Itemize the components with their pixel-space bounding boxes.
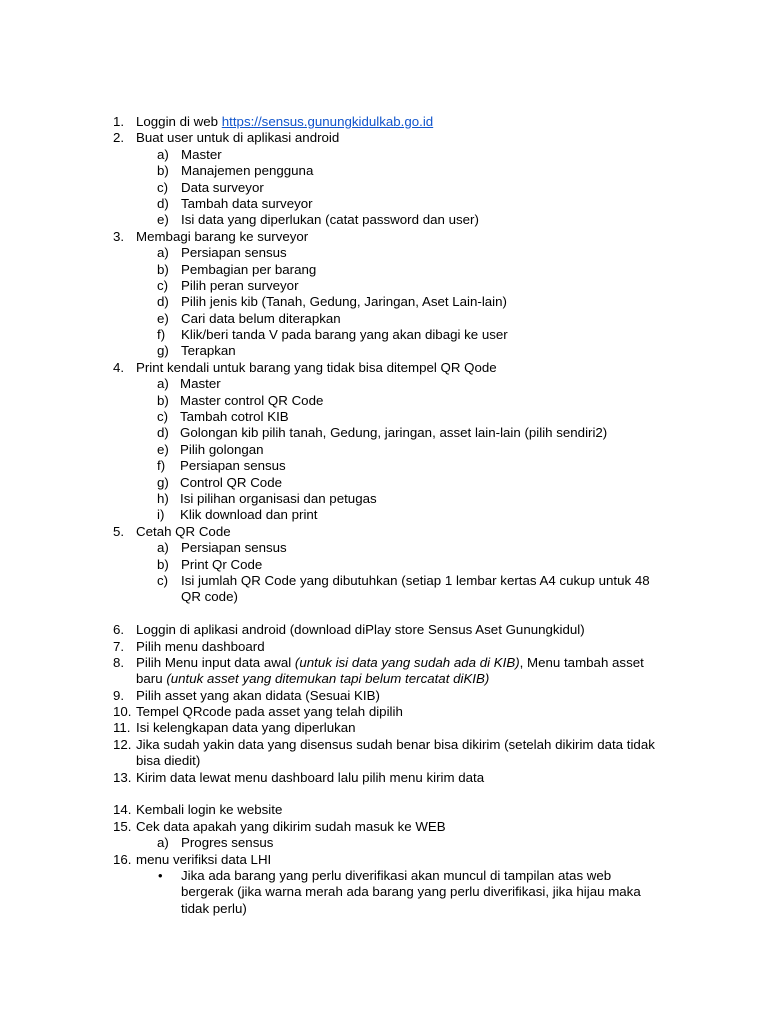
sub-marker: b): [157, 163, 169, 179]
sub-item: [0, 491, 768, 507]
item-text: Cek data apakah yang dikirim sudah masuk ke WEB: [136, 818, 446, 834]
sub-item: [0, 425, 768, 441]
sub-item: [0, 245, 768, 261]
sub-text: Print Qr Code: [181, 556, 263, 572]
sub-text: Master control QR Code: [180, 392, 324, 408]
item-text-italic: (untuk asset yang ditemukan tapi belum tercatat diKIB): [166, 671, 490, 687]
list-item-8-continuation: [0, 671, 768, 687]
bullet-text: Jika ada barang yang perlu diverifikasi akan muncul di tampilan atas web: [181, 867, 612, 883]
list-item-12: [0, 737, 768, 753]
item-text: Pilih asset yang akan didata (Sesuai KIB): [136, 687, 380, 703]
blank-line: [0, 606, 768, 622]
item-number: 13.: [113, 769, 132, 785]
list-item-14: [0, 802, 768, 818]
sub-item: [0, 442, 768, 458]
sub-text: Tambah cotrol KIB: [180, 409, 289, 425]
bullet-icon: •: [158, 867, 163, 883]
list-item-11: [0, 720, 768, 736]
sub-item: [0, 294, 768, 310]
sub-marker: a): [157, 245, 169, 261]
item-text: , Menu tambah asset: [519, 654, 644, 670]
sub-marker: a): [157, 376, 169, 392]
bullet-item-continuation: [0, 884, 768, 900]
item-number: 2.: [113, 130, 125, 146]
sub-item: [0, 180, 768, 196]
sub-item: [0, 327, 768, 343]
sub-text: Control QR Code: [180, 474, 282, 490]
item-text: Kirim data lewat menu dashboard lalu pilih menu kirim data: [136, 769, 485, 785]
list-item-12-continuation: [0, 753, 768, 769]
sub-text: QR code): [181, 589, 238, 605]
sub-text: Isi jumlah QR Code yang dibutuhkan (setiap 1 lembar kertas A4 cukup untuk 48: [181, 572, 650, 588]
sub-item: [0, 409, 768, 425]
item-number: 5.: [113, 523, 125, 539]
website-link[interactable]: https://sensus.gunungkidulkab.go.id: [221, 114, 434, 129]
item-number: 11.: [113, 720, 131, 736]
list-item-15: [0, 819, 768, 835]
list-item-2: [0, 130, 768, 146]
blank-line: [0, 786, 768, 802]
sub-marker: c): [157, 277, 169, 293]
list-item-3: [0, 229, 768, 245]
item-text: Cetah QR Code: [136, 523, 231, 539]
sub-text: Pilih jenis kib (Tanah, Gedung, Jaringan, Aset Lain-lain): [181, 294, 507, 310]
item-number: 9.: [113, 687, 125, 703]
sub-text: Pilih peran surveyor: [181, 277, 299, 293]
sub-marker: b): [157, 392, 169, 408]
sub-marker: e): [157, 441, 169, 457]
sub-item: [0, 540, 768, 556]
bullet-text: tidak perlu): [181, 900, 247, 916]
sub-marker: h): [157, 490, 169, 506]
item-number: 4.: [113, 359, 125, 375]
item-text: baru: [136, 671, 167, 687]
sub-marker: d): [157, 425, 169, 441]
sub-text: Isi pilihan organisasi dan petugas: [180, 490, 377, 506]
sub-marker: f): [157, 458, 166, 474]
list-item-9: [0, 688, 768, 704]
item-number: 15.: [113, 818, 132, 834]
list-item-10: [0, 704, 768, 720]
item-number: 12.: [113, 736, 132, 752]
sub-item-continuation: [0, 589, 768, 605]
sub-item: [0, 212, 768, 228]
sub-text: Master: [181, 146, 222, 162]
item-text: Membagi barang ke surveyor: [136, 228, 309, 244]
sub-marker: a): [157, 146, 169, 162]
list-item-4: [0, 360, 768, 376]
item-text: Pilih menu dashboard: [136, 638, 265, 654]
item-text: Tempel QRcode pada asset yang telah dipilih: [136, 704, 403, 720]
item-text: menu verifiksi data LHI: [136, 851, 272, 867]
sub-item: [0, 196, 768, 212]
sub-marker: g): [157, 343, 169, 359]
sub-item: [0, 458, 768, 474]
item-text: Jika sudah yakin data yang disensus sudah benar bisa dikirim (setelah dikirim data tidak: [136, 736, 655, 752]
sub-marker: a): [157, 540, 169, 556]
list-item-8: [0, 655, 768, 671]
item-number: 1.: [113, 114, 125, 129]
list-item-13: [0, 770, 768, 786]
sub-item: [0, 147, 768, 163]
sub-marker: d): [157, 195, 169, 211]
sub-item: [0, 475, 768, 491]
sub-text: Persiapan sensus: [181, 540, 287, 556]
sub-item: [0, 376, 768, 392]
sub-item: [0, 163, 768, 179]
sub-item: [0, 262, 768, 278]
sub-text: Progres sensus: [181, 835, 274, 851]
sub-item: [0, 343, 768, 359]
sub-marker: c): [157, 179, 169, 195]
sub-item: [0, 278, 768, 294]
sub-text: Data surveyor: [181, 179, 264, 195]
item-number: 10.: [113, 704, 132, 720]
sub-text: Klik/beri tanda V pada barang yang akan dibagi ke user: [181, 327, 508, 343]
bullet-item-continuation: [0, 901, 768, 917]
item-number: 8.: [113, 654, 125, 670]
sub-marker: a): [157, 835, 169, 851]
item-text: Pilih Menu input data awal: [136, 654, 295, 670]
sub-marker: f): [157, 327, 166, 343]
sub-marker: e): [157, 212, 169, 228]
sub-item: [0, 507, 768, 523]
sub-text: Pilih golongan: [180, 441, 264, 457]
sub-marker: i): [157, 507, 165, 523]
list-item-7: [0, 639, 768, 655]
item-number: 14.: [113, 802, 132, 818]
sub-item: [0, 573, 768, 589]
sub-item: [0, 393, 768, 409]
sub-text: Master: [180, 376, 221, 392]
sub-text: Pembagian per barang: [181, 261, 317, 277]
sub-item: [0, 557, 768, 573]
item-text: Print kendali untuk barang yang tidak bisa ditempel QR Qode: [136, 359, 497, 375]
bullet-item: [0, 868, 768, 884]
sub-text: Cari data belum diterapkan: [181, 310, 341, 326]
instruction-list: [0, 114, 768, 917]
item-text: Isi kelengkapan data yang diperlukan: [136, 720, 356, 736]
item-text: Kembali login ke website: [136, 802, 283, 818]
sub-marker: d): [157, 294, 169, 310]
sub-text: Terapkan: [181, 343, 236, 359]
item-text: Buat user untuk di aplikasi android: [136, 130, 340, 146]
sub-marker: g): [157, 474, 169, 490]
bullet-text: bergerak (jika warna merah ada barang yang perlu diverifikasi, jika hijau maka: [181, 884, 641, 900]
sub-text: Isi data yang diperlukan (catat password dan user): [181, 212, 479, 228]
sub-marker: c): [157, 409, 169, 425]
item-text: Loggin di aplikasi android (download diPlay store Sensus Aset Gunungkidul): [136, 622, 585, 638]
sub-text: Manajemen pengguna: [181, 163, 314, 179]
sub-item: [0, 835, 768, 851]
item-number: 16.: [113, 851, 132, 867]
list-item-16: [0, 852, 768, 868]
sub-marker: e): [157, 310, 169, 326]
sub-item: [0, 311, 768, 327]
item-number: 6.: [113, 622, 125, 638]
list-item-5: [0, 524, 768, 540]
list-item-1: [0, 114, 768, 130]
item-text: bisa diedit): [136, 753, 201, 769]
item-number: 7.: [113, 638, 125, 654]
sub-text: Persiapan sensus: [181, 245, 287, 261]
list-item-6: [0, 622, 768, 638]
sub-marker: b): [157, 556, 169, 572]
item-text-italic: (untuk isi data yang sudah ada di KIB): [294, 654, 520, 670]
item-number: 3.: [113, 228, 125, 244]
sub-text: Klik download dan print: [180, 507, 318, 523]
sub-text: Tambah data surveyor: [181, 195, 313, 211]
sub-marker: c): [157, 572, 169, 588]
sub-text: Golongan kib pilih tanah, Gedung, jaringan, asset lain-lain (pilih sendiri2): [180, 425, 608, 441]
sub-text: Persiapan sensus: [180, 458, 286, 474]
sub-marker: b): [157, 261, 169, 277]
item-text: Loggin di web: [136, 114, 222, 129]
